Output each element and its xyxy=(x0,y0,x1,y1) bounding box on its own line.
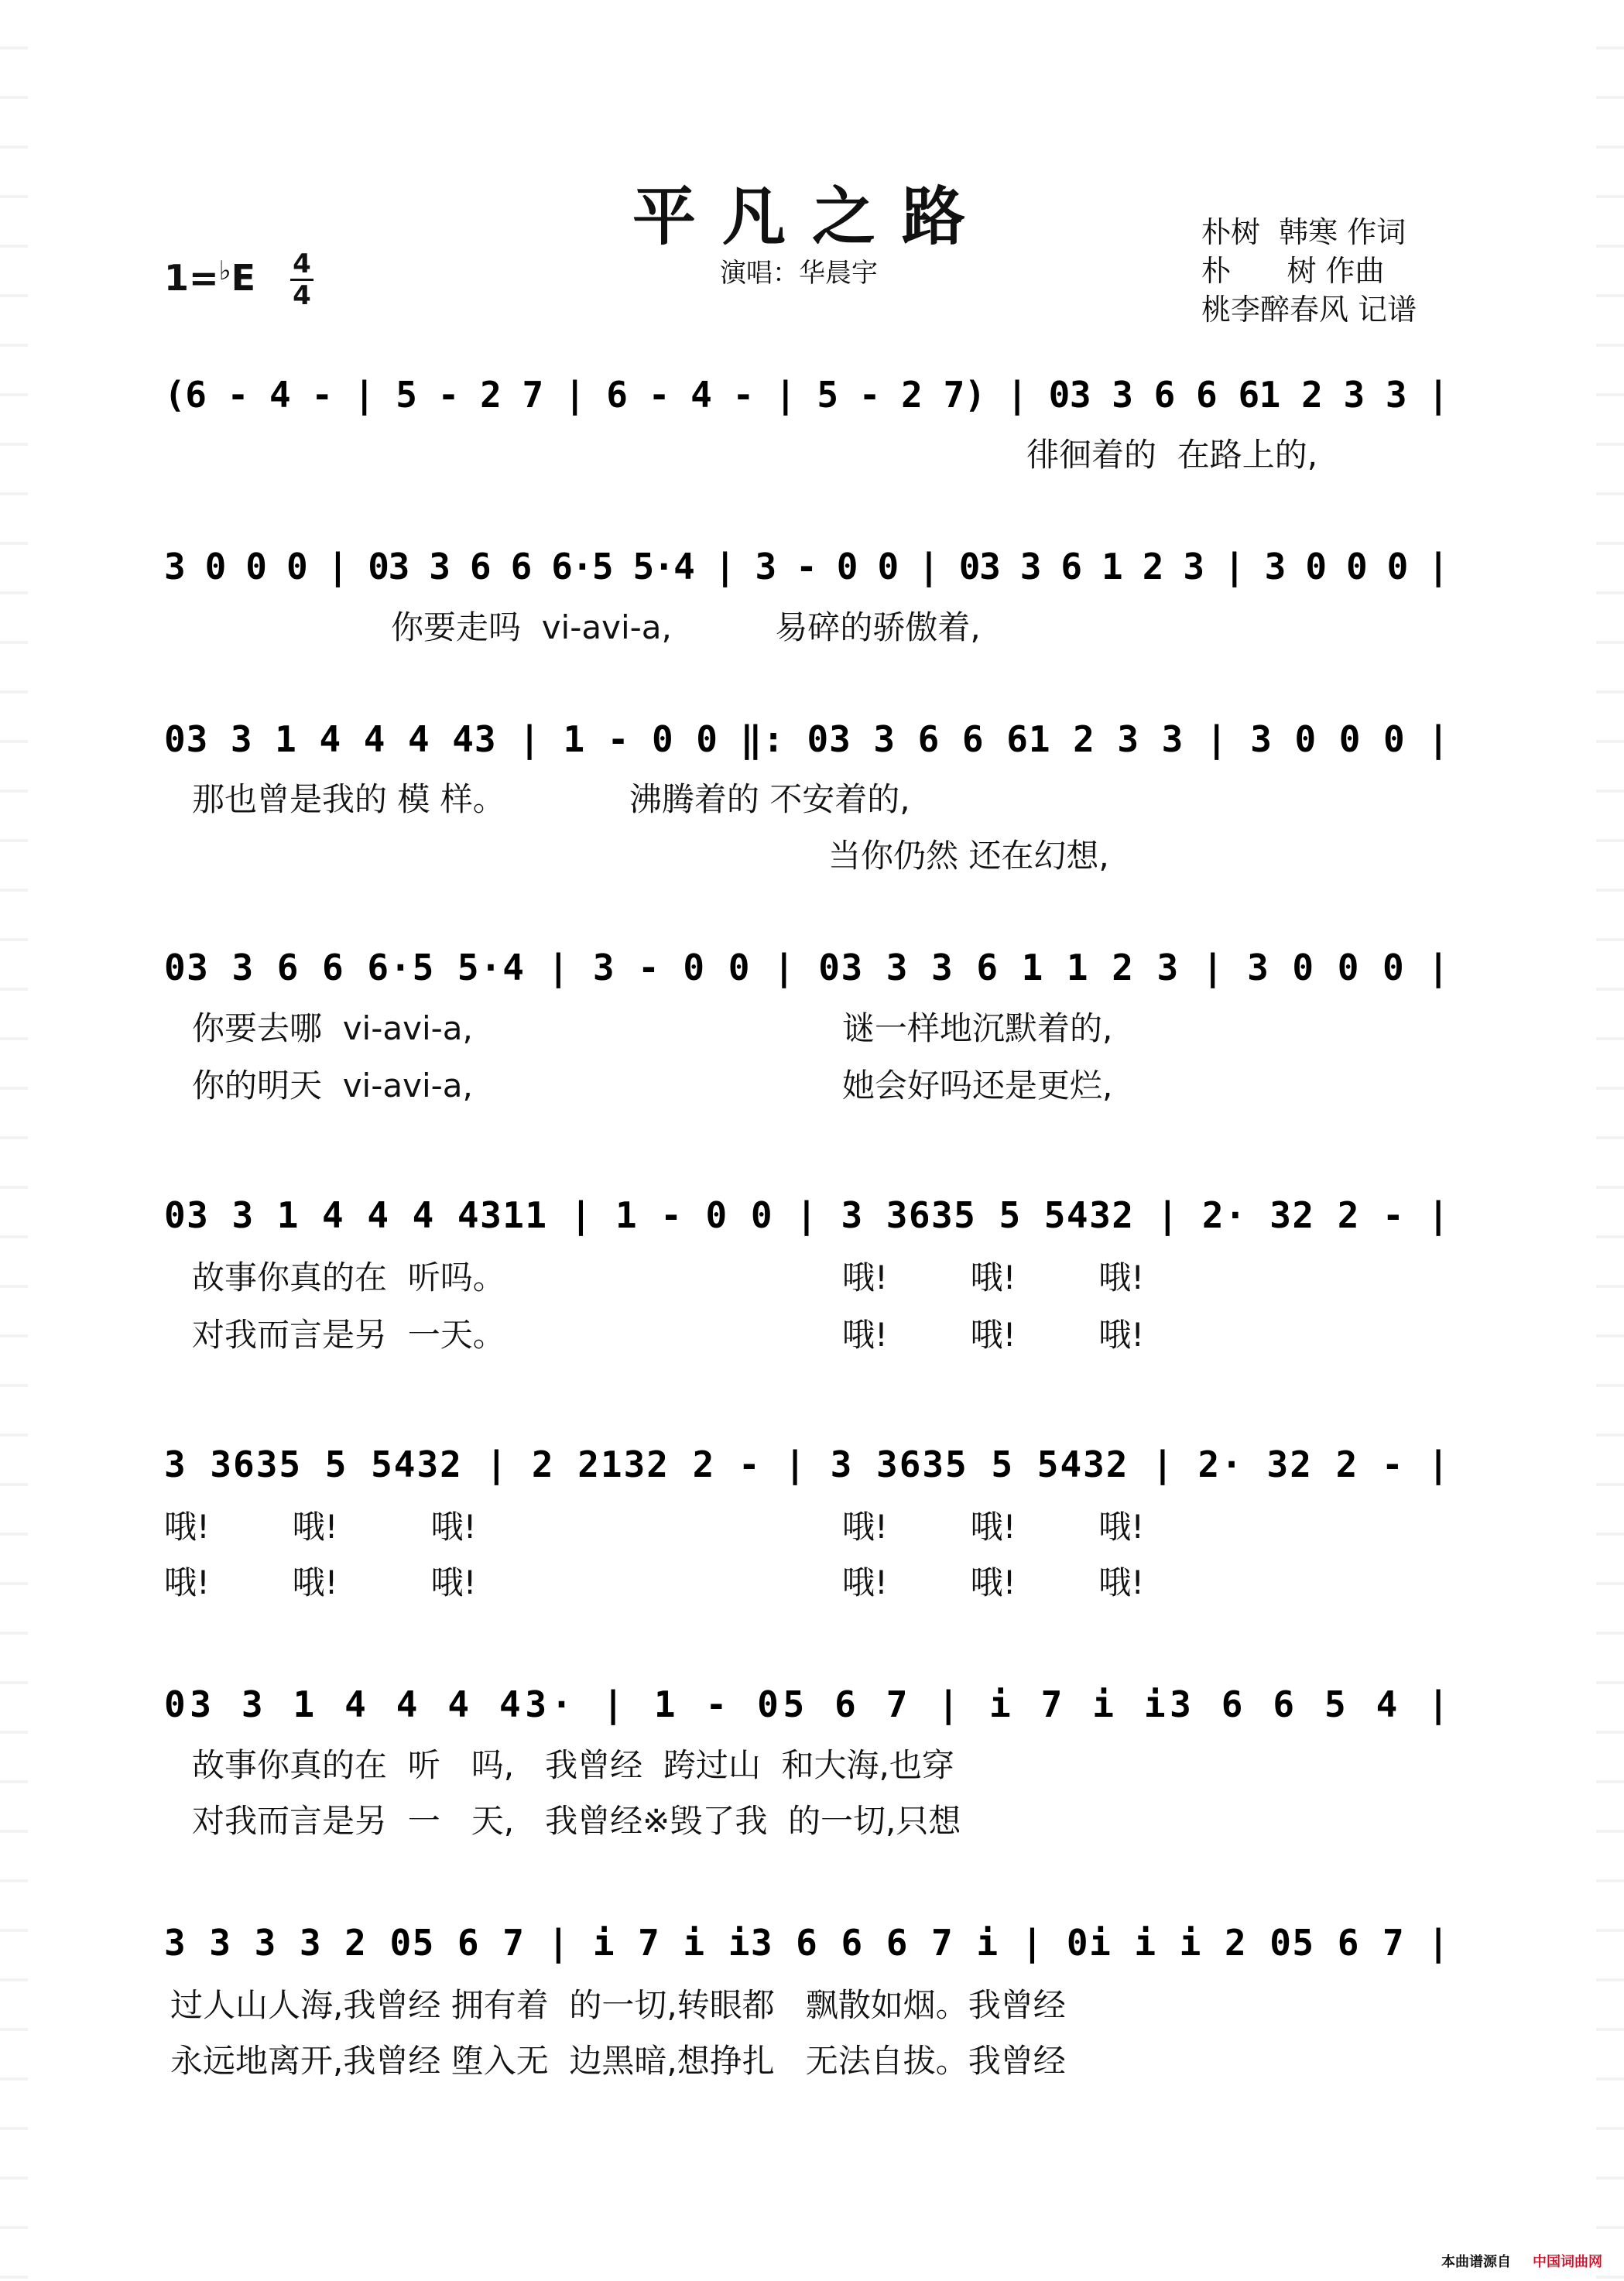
lyric-line: 你要走吗 vi-avi-a, 易碎的骄傲着, xyxy=(391,608,981,646)
footer-source-label: 本曲谱源自 xyxy=(1441,2254,1511,2270)
lyric-line: 永远地离开,我曾经 堕入无 边黑暗,想挣扎 无法自拔。我曾经 xyxy=(170,2042,1066,2080)
lyric-line: 那也曾是我的 模 样。 沸腾着的 不安着的, xyxy=(192,780,910,818)
composer-credit: 朴 树 作曲 xyxy=(1201,254,1385,288)
lyric-line: 她会好吗还是更烂, xyxy=(842,1067,1113,1105)
credits-block xyxy=(1201,213,1417,329)
notation-svg xyxy=(0,536,1624,598)
key-prefix: 1= xyxy=(164,257,219,299)
lyric-line: 哦! 哦! 哦! xyxy=(164,1508,477,1546)
time-signature-bottom: 4 xyxy=(293,280,311,311)
lyric-line: 对我而言是另 一天。 xyxy=(192,1316,505,1354)
singer-credit: 演唱：华晨宇 xyxy=(720,258,878,289)
key-signature xyxy=(164,255,255,299)
lyric-line: 你的明天 vi-avi-a, xyxy=(192,1067,473,1105)
notation-text: 03 3 6 6 6·5 5·4 | 3 - 0 0 | 03 3 3 6 1 1 2 3 | 3 0 0 0 | xyxy=(164,947,1449,988)
notation-text: (6 - 4 - | 5 - 2 7 | 6 - 4 - | 5 - 2 7) | 03 3 6 6 61 2 3 3 | xyxy=(164,374,1449,416)
notation-line xyxy=(0,708,1624,770)
notation-svg xyxy=(0,1433,1624,1495)
key-note: E xyxy=(231,257,256,299)
lyric-line: 当你仍然 还在幻想, xyxy=(828,837,1109,875)
footer-site-link[interactable]: 中国词曲网 xyxy=(1533,2254,1602,2270)
lyric-line: 哦! 哦! 哦! xyxy=(164,1563,477,1601)
notation-text: 3 3 3 3 2 05 6 7 | i 7 i i3 6 6 6 7 i | 0i i i 2 05 6 7 | xyxy=(164,1922,1449,1964)
notation-line xyxy=(0,364,1624,426)
lyric-line: 故事你真的在 听吗。 xyxy=(192,1259,505,1296)
lyricist-credit: 朴树 韩寒 作词 xyxy=(1201,215,1406,249)
lyric-line: 徘徊着的 在路上的, xyxy=(1026,436,1318,474)
notation-text: 3 0 0 0 | 03 3 6 6 6·5 5·4 | 3 - 0 0 | 03 3 6 1 2 3 | 3 0 0 0 | xyxy=(164,546,1449,587)
song-title: 平凡之路 xyxy=(632,180,992,254)
transcriber-credit: 桃李醉春风 记谱 xyxy=(1201,293,1417,327)
time-signature xyxy=(290,249,313,310)
lyric-line: 谜一样地沉默着的, xyxy=(842,1009,1113,1047)
notation-text: 3 3635 5 5432 | 2 2132 2 - | 3 3635 5 5432 | 2· 32 2 - | xyxy=(164,1444,1449,1485)
notation-text: 03 3 1 4 4 4 4311 | 1 - 0 0 | 3 3635 5 5432 | 2· 32 2 - | xyxy=(164,1194,1449,1236)
notation-line xyxy=(0,1184,1624,1246)
lyric-line: 过人山人海,我曾经 拥有着 的一切,转眼都 飘散如烟。我曾经 xyxy=(170,1986,1066,2024)
lyric-line: 你要去哪 vi-avi-a, xyxy=(192,1009,473,1047)
notation-svg xyxy=(0,708,1624,770)
notation-text: 03 3 1 4 4 4 43 | 1 - 0 0 ‖: 03 3 6 6 61 2 3 3 | 3 0 0 0 | xyxy=(164,718,1449,760)
lyric-line: 哦! 哦! 哦! xyxy=(842,1316,1145,1354)
flat-symbol: ♭ xyxy=(218,255,231,286)
notation-line xyxy=(0,1673,1624,1735)
notation-text: 03 3 1 4 4 4 43· | 1 - 05 6 7 | i 7 i i3 6 6 5 4 | xyxy=(164,1683,1449,1725)
notation-svg xyxy=(0,1673,1624,1735)
notation-svg xyxy=(0,1184,1624,1246)
notation-line xyxy=(0,937,1624,998)
notation-line xyxy=(0,1433,1624,1495)
notation-svg xyxy=(0,364,1624,426)
notation-line xyxy=(0,1912,1624,1974)
notation-line xyxy=(0,536,1624,598)
lyric-line: 故事你真的在 听 吗, 我曾经 跨过山 和大海,也穿 xyxy=(192,1746,954,1784)
lyric-line: 哦! 哦! 哦! xyxy=(842,1508,1145,1546)
lyric-line: 哦! 哦! 哦! xyxy=(842,1563,1145,1601)
time-signature-top: 4 xyxy=(293,248,311,279)
notation-svg xyxy=(0,937,1624,998)
lyric-line: 哦! 哦! 哦! xyxy=(842,1259,1145,1296)
notation-svg xyxy=(0,1912,1624,1974)
lyric-line: 对我而言是另 一 天, 我曾经※毁了我 的一切,只想 xyxy=(192,1802,961,1840)
